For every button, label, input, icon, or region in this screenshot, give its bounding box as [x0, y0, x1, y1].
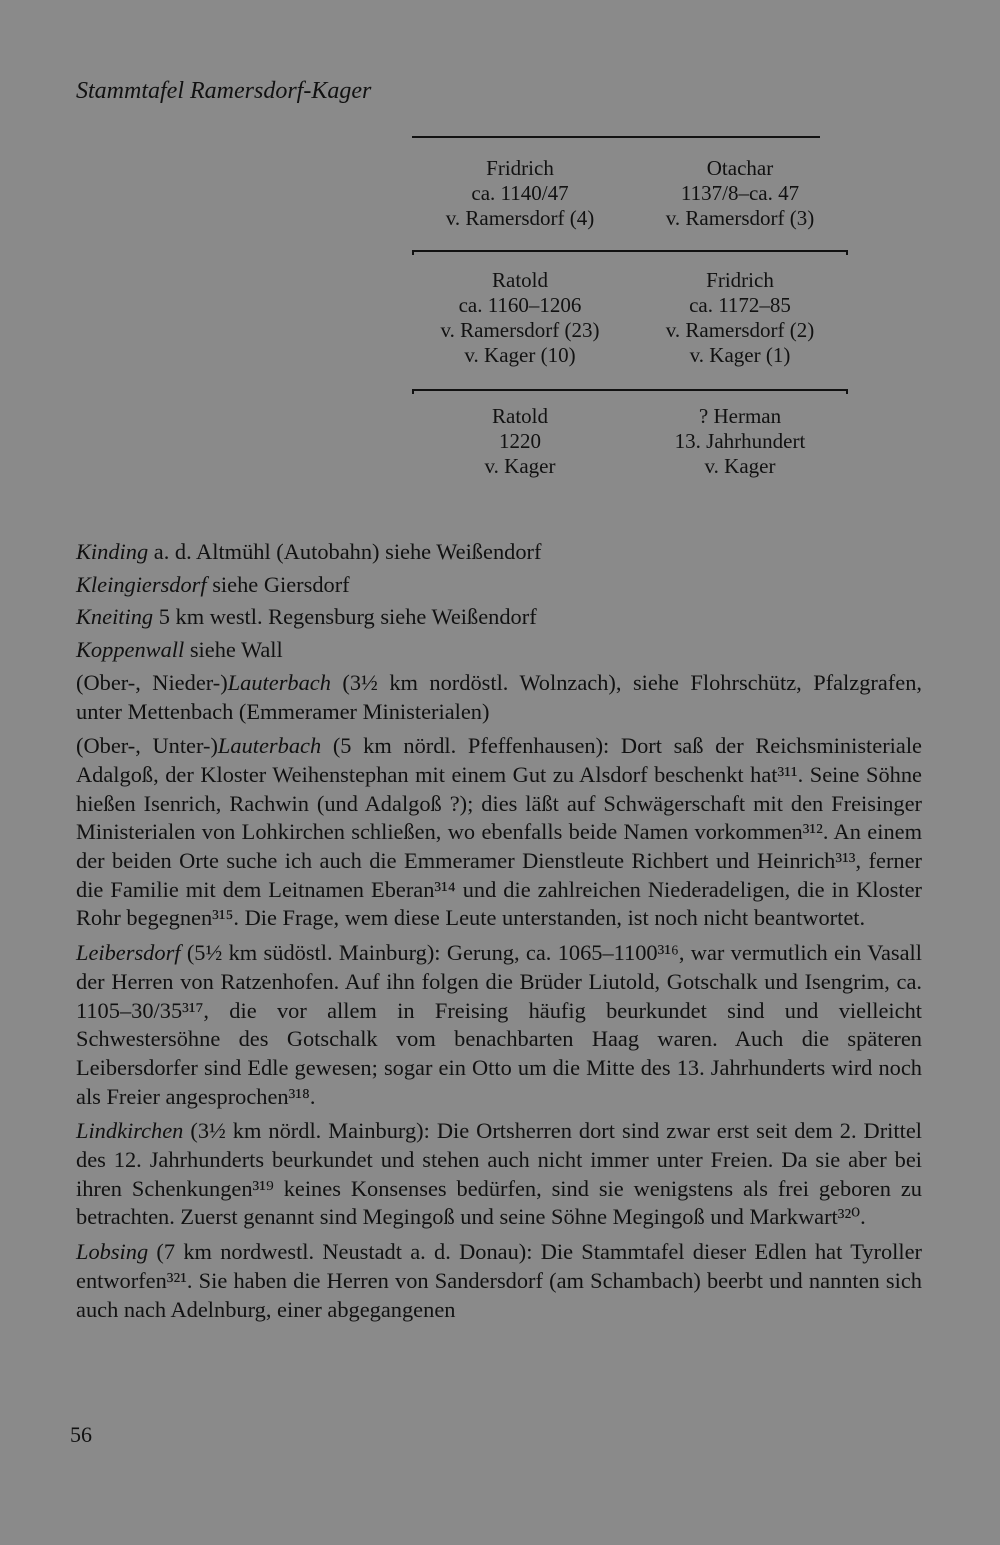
entry-lindkirchen: Lindkirchen (3½ km nördl. Mainburg): Die Ortsherren dort sind zwar erst seit dem 2. Drittel des 12. Jahrhunderts beurkundet und stehen auch nicht immer unter Freien. Da sie aber bei ihren Schenkungen³¹⁹ keines Konsenses bedürfen, sind sie wenigstens als frei geboren zu betrachten. Zuerst genannt sind Megingoß und seine Söhne Megingoß und Markwart³²⁰. [76, 1118, 922, 1230]
entry-kinding: Kinding a. d. Altmühl (Autobahn) siehe Weißendorf [76, 539, 542, 564]
entry-koppenwall: Koppenwall siehe Wall [76, 637, 283, 663]
tree-person-otachar: Otachar 1137/8–ca. 47 v. Ramersdorf (3) [665, 156, 815, 230]
tree-person-ratold-2: Ratold 1220 v. Kager [484, 404, 556, 478]
tree-connector-rule [412, 250, 848, 252]
tree-connector-rule [412, 389, 848, 391]
running-title: Stammtafel Ramersdorf-Kager [76, 78, 372, 104]
entry-leibersdorf: Leibersdorf (5½ km südöstl. Mainburg): Gerung, ca. 1065–1100³¹⁶, war vermutlich ein Vasall der Herren von Ratzenhofen. Auf ihn folgen die Brüder Liutold, Gotschalk und Isengrim, ca. 1105–30/35³¹⁷, die vor allem in Freising häufig beurkundet sind und vielleicht Schwestersöhne des Gotschalk vom benachbarten Haag waren. Auch die späteren Leibersdorfer sind Edle gewesen; sogar ein Otto um die Mitte des 13. Jahrhunderts wird noch als Freier angesprochen³¹⁸. [76, 940, 922, 1109]
gazetteer-entries [76, 538, 922, 1330]
entry-lauterbach-pfeffenhausen: (Ober-, Unter-)Lauterbach (5 km nördl. Pfeffenhausen): Dort saß der Reichsministeriale Adalgoß, der Kloster Weihenstephan mit einem Gut zu Alsdorf beschenkt hat³¹¹. Seine Söhne hießen Isenrich, Rachwin (und Adalgoß ?); dies läßt auf Schwägerschaft mit den Freisinger Ministerialen von Lohkirchen schließen, wo ebenfalls beide Namen vorkommen³¹². An einem der beiden Orte suche ich auch die Emmeramer Dienstleute Richbert und Heinrich³¹³, ferner die Familie mit dem Leitnamen Eberan³¹⁴ und die zahlreichen Niederadeligen, die in Kloster Rohr begegnen³¹⁵. Die Frage, wem diese Leute unterstanden, ist noch nicht beantwortet. [76, 733, 922, 931]
tree-person-fridrich-1: Fridrich ca. 1140/47 v. Ramersdorf (4) [445, 156, 595, 230]
entry-kleingiersdorf: Kleingiersdorf siehe Giersdorf [76, 571, 350, 597]
tree-person-fridrich-2: Fridrich ca. 1172–85 v. Ramersdorf (2) v. Kager (1) [665, 268, 815, 367]
entry-lauterbach-wolnzach: (Ober-, Nieder-)Lauterbach (3½ km nordöstl. Wolnzach), siehe Flohrschütz, Pfalzgrafen, unter Mettenbach (Emmeramer Ministerialen) [76, 669, 922, 724]
page-number: 56 [70, 1422, 92, 1447]
tree-person-herman: ? Herman 13. Jahrhundert v. Kager [674, 404, 806, 478]
entry-kneiting: Kneiting 5 km westl. Regensburg siehe Weißendorf [76, 604, 537, 630]
tree-top-rule [412, 136, 820, 138]
tree-person-ratold-1: Ratold ca. 1160–1206 v. Ramersdorf (23) v. Kager (10) [440, 268, 600, 367]
entry-lobsing: Lobsing (7 km nordwestl. Neustadt a. d. Donau): Die Stammtafel dieser Edlen hat Tyroller entworfen³²¹. Sie haben die Herren von Sandersdorf (am Schambach) beerbt und nannten sich auch nach Adelnburg, einer abgegangenen [76, 1239, 922, 1322]
